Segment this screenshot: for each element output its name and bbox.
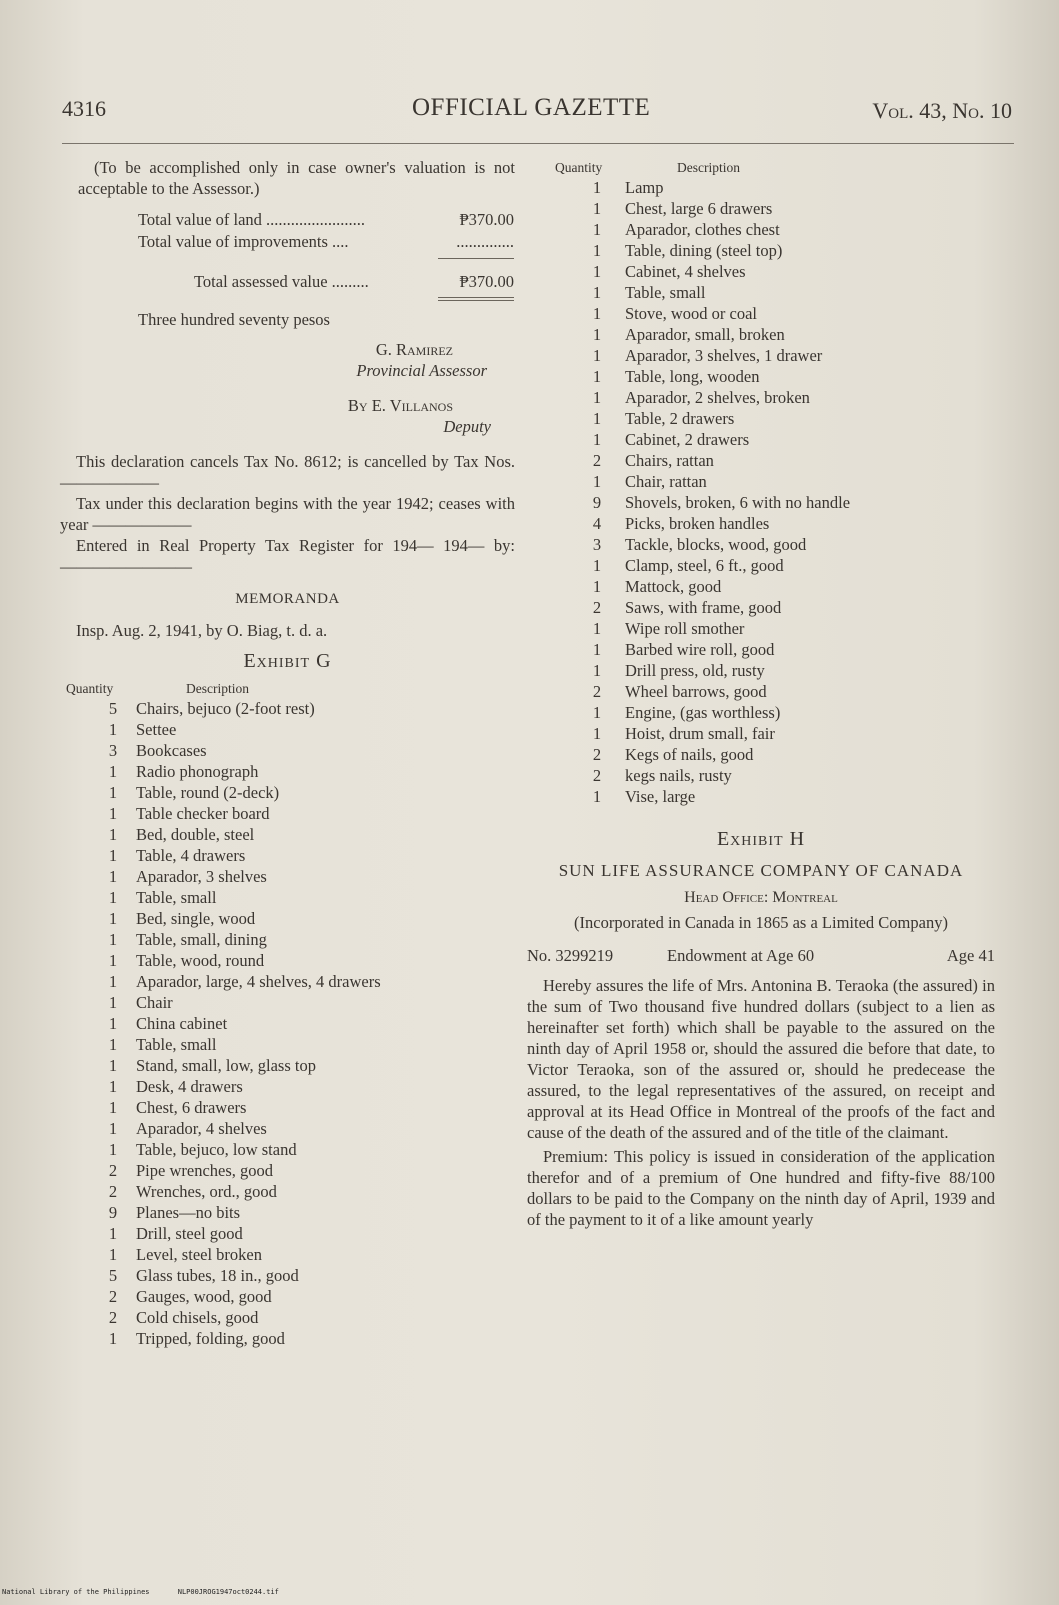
item-quantity: 1 bbox=[108, 972, 118, 991]
page-number: 4316 bbox=[62, 96, 106, 121]
inventory-item bbox=[60, 992, 515, 1013]
double-rule-top bbox=[438, 297, 514, 298]
page-header bbox=[62, 92, 1012, 136]
header-rule bbox=[62, 143, 1014, 144]
exhibit-g-column-headers bbox=[60, 678, 515, 698]
item-description: Tripped, folding, good bbox=[136, 1329, 285, 1348]
item-description: Pipe wrenches, good bbox=[136, 1161, 274, 1180]
item-description: Table, round (2-deck) bbox=[136, 783, 280, 802]
item-description: Stove, wood or coal bbox=[625, 304, 757, 323]
item-quantity: 1 bbox=[592, 178, 602, 197]
item-quantity: 1 bbox=[592, 619, 602, 638]
item-quantity: 1 bbox=[108, 1329, 118, 1348]
inventory-item bbox=[60, 866, 515, 887]
inventory-item bbox=[527, 723, 995, 744]
item-description: Planes—no bits bbox=[136, 1203, 241, 1222]
inventory-item bbox=[60, 1286, 515, 1307]
item-quantity: 2 bbox=[592, 451, 602, 470]
item-quantity: 1 bbox=[592, 724, 602, 743]
scan-filename: NLP00JROG1947oct0244.tif bbox=[177, 1588, 279, 1596]
item-quantity: 1 bbox=[108, 846, 118, 865]
total-assessed-amount: ₱370.00 bbox=[459, 272, 514, 291]
item-quantity: 1 bbox=[592, 220, 602, 239]
item-quantity: 1 bbox=[108, 1140, 118, 1159]
item-quantity: 4 bbox=[592, 514, 602, 533]
right-column bbox=[527, 157, 995, 1230]
assessor-title: Provincial Assessor bbox=[356, 361, 487, 380]
sum-rule-row bbox=[138, 253, 514, 271]
inventory-item bbox=[60, 1328, 515, 1349]
item-description: Saws, with frame, good bbox=[625, 598, 782, 617]
assurance-text: Hereby assures the life of Mrs. Antonina B. Teraoka (the assured) in the sum of Two thousand five hundred dollars (subject to a lien as hereinafter set forth) which shall be payable to the assured on the ninth day of April 1958 or, should the assured die before that date, to Victor Teraoka, son of the assured or, should he predecease the assured, to the legal representatives of the assured, on receipt and approval at its Head Office in Montreal of the proofs of the fact and cause of the death of the assured and of the title of the claimant. bbox=[527, 976, 995, 1142]
sum-rule bbox=[438, 258, 514, 259]
item-quantity: 1 bbox=[108, 825, 118, 844]
item-description: Cabinet, 2 drawers bbox=[625, 430, 750, 449]
inventory-item bbox=[60, 908, 515, 929]
item-quantity: 2 bbox=[592, 766, 602, 785]
volume-number: Vol. 43, No. 10 bbox=[872, 98, 1012, 123]
inventory-item bbox=[527, 765, 995, 786]
item-quantity: 5 bbox=[108, 699, 118, 718]
item-quantity: 1 bbox=[108, 804, 118, 823]
inventory-item bbox=[60, 929, 515, 950]
item-quantity: 1 bbox=[108, 1245, 118, 1264]
item-quantity: 2 bbox=[108, 1308, 118, 1327]
inventory-item bbox=[527, 324, 995, 345]
inventory-item bbox=[60, 1097, 515, 1118]
library-credit: National Library of the Philippines bbox=[2, 1588, 150, 1596]
inventory-item bbox=[527, 786, 995, 807]
item-description: Drill, steel good bbox=[136, 1224, 243, 1243]
item-description: Stand, small, low, glass top bbox=[136, 1056, 316, 1075]
inventory-items bbox=[527, 177, 995, 807]
inventory-item bbox=[60, 1034, 515, 1055]
item-description: Aparador, small, broken bbox=[625, 325, 785, 344]
inventory-item bbox=[60, 1055, 515, 1076]
inventory-item bbox=[60, 1223, 515, 1244]
inventory-item bbox=[60, 1160, 515, 1181]
item-description: Table, wood, round bbox=[136, 951, 265, 970]
inventory-item bbox=[527, 219, 995, 240]
inventory-item bbox=[60, 782, 515, 803]
inventory-item bbox=[60, 1076, 515, 1097]
inventory-item bbox=[527, 639, 995, 660]
item-description: Gauges, wood, good bbox=[136, 1287, 272, 1306]
inventory-item bbox=[60, 1013, 515, 1034]
item-quantity: 9 bbox=[592, 493, 602, 512]
item-description: Table, bejuco, low stand bbox=[136, 1140, 297, 1159]
item-quantity: 2 bbox=[108, 1182, 118, 1201]
company-name: SUN LIFE ASSURANCE COMPANY OF CANADA bbox=[558, 861, 964, 880]
policy-type: Endowment at Age 60 bbox=[667, 946, 815, 965]
item-description: Glass tubes, 18 in., good bbox=[136, 1266, 299, 1285]
item-quantity: 1 bbox=[108, 1119, 118, 1138]
premium-text: Premium: This policy is issued in consideration of the application therefor and of a premium of One hundred and fifty-five 88/100 dollars to be paid to the Company on the ninth day of April, 1939 and of the payment to it of a like amount yearly bbox=[527, 1147, 995, 1229]
item-quantity: 1 bbox=[108, 867, 118, 886]
inventory-item bbox=[527, 408, 995, 429]
inventory-item bbox=[60, 1181, 515, 1202]
item-quantity: 2 bbox=[592, 745, 602, 764]
page-title: OFFICIAL GAZETTE bbox=[412, 94, 651, 121]
item-quantity: 3 bbox=[108, 741, 118, 760]
item-quantity: 1 bbox=[592, 556, 602, 575]
inventory-item bbox=[527, 450, 995, 471]
inventory-item bbox=[527, 198, 995, 219]
item-description: Table, small bbox=[136, 1035, 217, 1054]
item-quantity: 1 bbox=[108, 783, 118, 802]
register-entry-text: Entered in Real Property Tax Register for 194— 194— by: ———————— bbox=[60, 536, 515, 576]
item-quantity: 1 bbox=[108, 1224, 118, 1243]
item-description: Barbed wire roll, good bbox=[625, 640, 775, 659]
inventory-item bbox=[60, 719, 515, 740]
item-description: Wipe roll smother bbox=[625, 619, 745, 638]
item-quantity: 1 bbox=[108, 930, 118, 949]
inventory-item bbox=[60, 761, 515, 782]
item-quantity: 1 bbox=[108, 993, 118, 1012]
inventory-item bbox=[60, 698, 515, 719]
item-quantity: 1 bbox=[592, 199, 602, 218]
exhibit-g-title: Exhibit G bbox=[243, 650, 332, 672]
improvements-value-amount: .............. bbox=[456, 232, 514, 251]
item-description: Chair bbox=[136, 993, 173, 1012]
inventory-item bbox=[60, 824, 515, 845]
item-quantity: 1 bbox=[592, 661, 602, 680]
item-quantity: 1 bbox=[592, 472, 602, 491]
item-description: Desk, 4 drawers bbox=[136, 1077, 243, 1096]
item-description: Chairs, rattan bbox=[625, 451, 714, 470]
inventory-item bbox=[527, 492, 995, 513]
amount-in-words: Three hundred seventy pesos bbox=[138, 310, 330, 329]
double-rule-row bbox=[138, 293, 514, 307]
inventory-item bbox=[527, 177, 995, 198]
item-description: Aparador, 3 shelves bbox=[136, 867, 267, 886]
item-description: Aparador, large, 4 shelves, 4 drawers bbox=[136, 972, 381, 991]
inventory-item bbox=[527, 660, 995, 681]
item-quantity: 1 bbox=[592, 388, 602, 407]
item-description: Table, small bbox=[625, 283, 706, 302]
policy-age: Age 41 bbox=[946, 946, 995, 965]
item-quantity: 1 bbox=[592, 430, 602, 449]
inventory-item bbox=[527, 618, 995, 639]
item-description: Table, small bbox=[136, 888, 217, 907]
item-quantity: 1 bbox=[592, 703, 602, 722]
land-value-amount: ₱370.00 bbox=[459, 210, 514, 229]
inventory-item bbox=[527, 261, 995, 282]
inventory-item bbox=[60, 1265, 515, 1286]
item-quantity: 1 bbox=[592, 241, 602, 260]
item-quantity: 1 bbox=[108, 909, 118, 928]
inventory-item bbox=[60, 950, 515, 971]
item-description: Lamp bbox=[625, 178, 664, 197]
item-quantity: 1 bbox=[592, 262, 602, 281]
item-description: Table, long, wooden bbox=[625, 367, 760, 386]
exhibit-g-items bbox=[60, 698, 515, 1349]
memoranda-heading: MEMORANDA bbox=[235, 591, 340, 607]
item-quantity: 3 bbox=[592, 535, 602, 554]
item-quantity: 1 bbox=[108, 1035, 118, 1054]
inventory-item bbox=[527, 387, 995, 408]
item-quantity: 1 bbox=[592, 577, 602, 596]
deputy-title: Deputy bbox=[443, 417, 491, 436]
item-description: Table checker board bbox=[136, 804, 270, 823]
item-description: Settee bbox=[136, 720, 177, 739]
inventory-item bbox=[60, 1307, 515, 1328]
inventory-column-headers bbox=[527, 157, 995, 177]
inventory-item bbox=[527, 534, 995, 555]
memoranda-text: Insp. Aug. 2, 1941, by O. Biag, t. d. a. bbox=[76, 621, 328, 640]
item-quantity: 9 bbox=[108, 1203, 118, 1222]
inventory-item bbox=[527, 282, 995, 303]
item-description: Kegs of nails, good bbox=[625, 745, 754, 764]
item-quantity: 2 bbox=[592, 598, 602, 617]
cancellation-text: This declaration cancels Tax No. 8612; is cancelled by Tax Nos. —————— bbox=[60, 452, 515, 492]
item-quantity: 2 bbox=[108, 1161, 118, 1180]
inventory-item bbox=[527, 471, 995, 492]
item-description: Aparador, 2 shelves, broken bbox=[625, 388, 810, 407]
item-quantity: 1 bbox=[108, 1014, 118, 1033]
item-description: Drill press, old, rusty bbox=[625, 661, 765, 680]
exhibit-h-title: Exhibit H bbox=[716, 828, 806, 850]
tax-begin-text: Tax under this declaration begins with the year 1942; ceases with year —————— bbox=[60, 494, 515, 534]
item-description: Table, 4 drawers bbox=[136, 846, 246, 865]
item-description: Bed, single, wood bbox=[136, 909, 256, 928]
item-description: Shovels, broken, 6 with no handle bbox=[625, 493, 851, 512]
inventory-item bbox=[527, 597, 995, 618]
inventory-item bbox=[527, 513, 995, 534]
inventory-item bbox=[527, 345, 995, 366]
item-description: Table, small, dining bbox=[136, 930, 267, 949]
item-description: Chest, large 6 drawers bbox=[625, 199, 773, 218]
item-quantity: 1 bbox=[592, 409, 602, 428]
item-quantity: 1 bbox=[108, 1077, 118, 1096]
item-description: Picks, broken handles bbox=[625, 514, 770, 533]
item-description: Chairs, bejuco (2-foot rest) bbox=[136, 699, 315, 718]
item-quantity: 1 bbox=[592, 787, 602, 806]
inventory-item bbox=[527, 576, 995, 597]
item-quantity: 1 bbox=[592, 346, 602, 365]
inventory-item bbox=[527, 681, 995, 702]
inventory-item bbox=[60, 803, 515, 824]
total-assessed-label: Total assessed value ......... bbox=[194, 272, 369, 291]
item-quantity: 1 bbox=[592, 283, 602, 302]
left-column bbox=[60, 157, 515, 1349]
total-assessed-row bbox=[138, 271, 514, 293]
item-description: Aparador, clothes chest bbox=[625, 220, 780, 239]
quantity-header: Quantity bbox=[555, 160, 603, 175]
item-quantity: 2 bbox=[592, 682, 602, 701]
assessor-name: G. Ramirez bbox=[375, 340, 453, 359]
item-quantity: 1 bbox=[592, 367, 602, 386]
item-description: Wrenches, ord., good bbox=[136, 1182, 277, 1201]
item-description: Table, dining (steel top) bbox=[625, 241, 783, 260]
item-description: Tackle, blocks, wood, good bbox=[625, 535, 807, 554]
item-quantity: 1 bbox=[592, 325, 602, 344]
item-description: Aparador, 4 shelves bbox=[136, 1119, 267, 1138]
land-value-label: Total value of land ........................ bbox=[138, 210, 366, 229]
inventory-item bbox=[60, 887, 515, 908]
inventory-item bbox=[527, 744, 995, 765]
item-quantity: 5 bbox=[108, 1266, 118, 1285]
improvements-value-row bbox=[138, 231, 514, 253]
land-value-row bbox=[138, 209, 514, 231]
item-description: Chest, 6 drawers bbox=[136, 1098, 247, 1117]
inventory-item bbox=[527, 702, 995, 723]
item-quantity: 1 bbox=[108, 1056, 118, 1075]
item-description: Engine, (gas worthless) bbox=[625, 703, 781, 722]
inventory-item bbox=[527, 303, 995, 324]
deputy-name: By E. Villanos bbox=[347, 396, 453, 415]
inventory-item bbox=[60, 740, 515, 761]
inventory-item bbox=[60, 845, 515, 866]
item-description: Hoist, drum small, fair bbox=[625, 724, 775, 743]
improvements-value-label: Total value of improvements .... bbox=[138, 232, 349, 251]
incorporation-note: (Incorporated in Canada in 1865 as a Limited Company) bbox=[574, 913, 948, 932]
double-rule-bottom bbox=[438, 300, 514, 301]
item-quantity: 1 bbox=[108, 888, 118, 907]
policy-info-row bbox=[527, 945, 995, 967]
item-description: Mattock, good bbox=[625, 577, 722, 596]
item-description: Cold chisels, good bbox=[136, 1308, 259, 1327]
inventory-item bbox=[527, 366, 995, 387]
item-description: Cabinet, 4 shelves bbox=[625, 262, 746, 281]
inventory-item bbox=[527, 429, 995, 450]
item-quantity: 1 bbox=[592, 304, 602, 323]
description-header: Description bbox=[677, 160, 740, 175]
scan-footer bbox=[2, 1588, 279, 1596]
item-description: Table, 2 drawers bbox=[625, 409, 735, 428]
policy-number: No. 3299219 bbox=[527, 946, 614, 965]
item-quantity: 1 bbox=[108, 762, 118, 781]
item-description: Clamp, steel, 6 ft., good bbox=[625, 556, 784, 575]
item-description: Wheel barrows, good bbox=[625, 682, 767, 701]
inventory-item bbox=[60, 1139, 515, 1160]
item-description: Chair, rattan bbox=[625, 472, 707, 491]
item-quantity: 1 bbox=[592, 640, 602, 659]
item-description: Vise, large bbox=[625, 787, 696, 806]
item-quantity: 2 bbox=[108, 1287, 118, 1306]
inventory-item bbox=[60, 1202, 515, 1223]
item-description: Aparador, 3 shelves, 1 drawer bbox=[625, 346, 823, 365]
inventory-item bbox=[60, 1118, 515, 1139]
item-description: Radio phonograph bbox=[136, 762, 259, 781]
head-office: Head Office: Montreal bbox=[684, 889, 838, 906]
quantity-header: Quantity bbox=[66, 681, 114, 696]
item-quantity: 1 bbox=[108, 720, 118, 739]
item-description: Level, steel broken bbox=[136, 1245, 262, 1264]
inventory-item bbox=[60, 1244, 515, 1265]
item-quantity: 1 bbox=[108, 951, 118, 970]
valuation-note: (To be accomplished only in case owner's valuation is not acceptable to the Assessor.) bbox=[78, 158, 515, 198]
inventory-item bbox=[527, 240, 995, 261]
item-description: kegs nails, rusty bbox=[625, 766, 732, 785]
item-description: Bookcases bbox=[136, 741, 207, 760]
item-description: Bed, double, steel bbox=[136, 825, 255, 844]
item-quantity: 1 bbox=[108, 1098, 118, 1117]
inventory-item bbox=[60, 971, 515, 992]
description-header: Description bbox=[186, 681, 249, 696]
item-description: China cabinet bbox=[136, 1014, 228, 1033]
inventory-item bbox=[527, 555, 995, 576]
